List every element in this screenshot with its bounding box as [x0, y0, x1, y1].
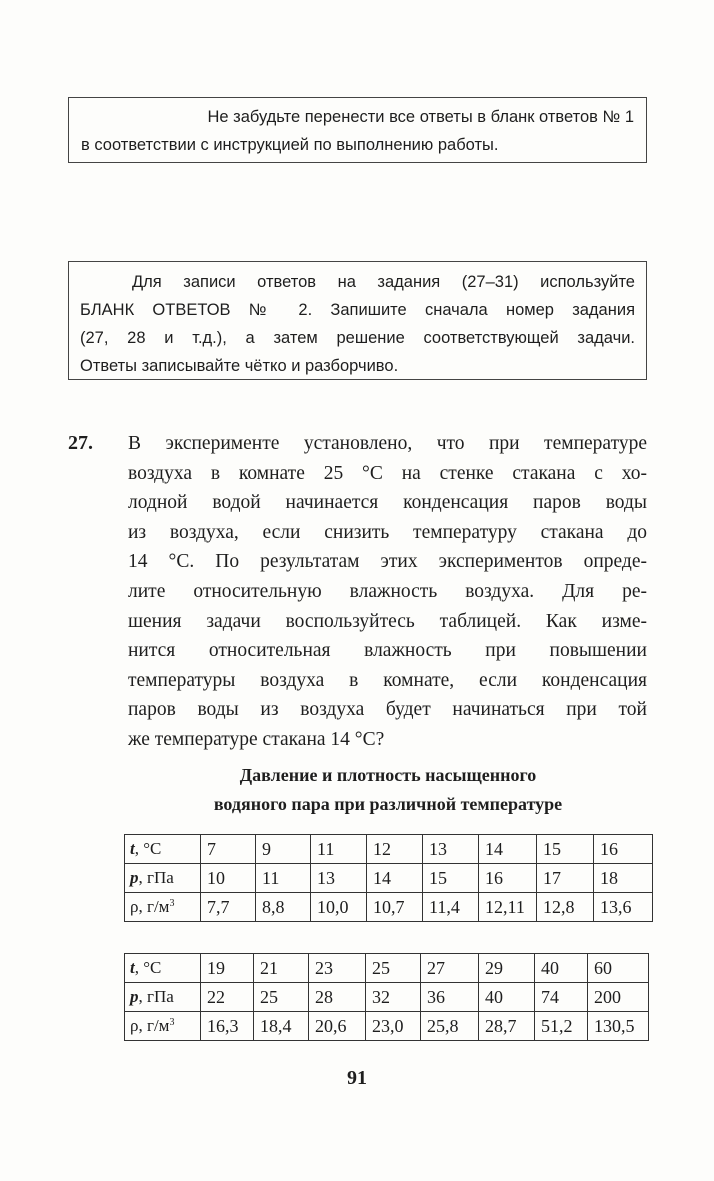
instruction-line: (27, 28 и т.д.), а затем решение соответствующей задачи. [80, 329, 635, 347]
problem-line: температуры воздуха в комнате, если конденсация [128, 669, 647, 691]
problem-text [128, 429, 647, 755]
problem-number: 27. [68, 432, 93, 454]
row-label-pressure: p, гПа [125, 864, 201, 893]
answer-form-instructions [68, 261, 647, 380]
table-cell: 40 [479, 983, 535, 1012]
table-cell: 7 [201, 835, 256, 864]
problem-line: из воздуха, если снизить температуру стакана до [128, 521, 647, 543]
table-cell: 28,7 [479, 1012, 535, 1041]
table-cell: 11,4 [423, 893, 479, 922]
problem-line: же температуре стакана 14 °С? [128, 728, 385, 750]
instruction-line: БЛАНК ОТВЕТОВ № 2. Запишите сначала номер задания [80, 301, 635, 319]
problem-line: В эксперименте установлено, что при температуре [128, 433, 647, 454]
table-cell: 22 [201, 983, 254, 1012]
table-cell: 28 [309, 983, 366, 1012]
table-cell: 40 [535, 954, 588, 983]
problem-line: лодной водой начинается конденсация паров воды [128, 492, 647, 514]
table-cell: 25 [366, 954, 421, 983]
table-cell: 18 [594, 864, 653, 893]
row-label-density: ρ, $г/м^3$ [125, 893, 201, 922]
table-row-temperature [125, 954, 649, 983]
table-cell: 130,5 [588, 1012, 649, 1041]
table-cell: 23,0 [366, 1012, 421, 1041]
table-cell: 10 [201, 864, 256, 893]
table-row-density [125, 893, 653, 922]
table-cell: 29 [479, 954, 535, 983]
instruction-line: Ответы записывайте чётко и разборчиво. [80, 357, 399, 375]
table-cell: 16 [479, 864, 537, 893]
table-cell: 21 [254, 954, 309, 983]
table-cell: 11 [256, 864, 311, 893]
table-cell: 15 [537, 835, 594, 864]
table-cell: 12,8 [537, 893, 594, 922]
problem-27 [68, 429, 647, 755]
row-label-temperature: t, °С [125, 954, 201, 983]
table-cell: 13,6 [594, 893, 653, 922]
table-caption-line: Давление и плотность насыщенного [239, 765, 537, 785]
table-cell: 51,2 [535, 1012, 588, 1041]
table-cell: 12,11 [479, 893, 537, 922]
table-row-pressure [125, 983, 649, 1012]
row-label-temperature: t, °С [125, 835, 201, 864]
table-cell: 25,8 [421, 1012, 479, 1041]
notice-line: в соответствии с инструкцией по выполнению работы. [81, 136, 499, 154]
table-cell: 10,7 [367, 893, 423, 922]
table-cell: 20,6 [309, 1012, 366, 1041]
table-cell: 13 [423, 835, 479, 864]
table-caption-line: водяного пара при различной температуре [213, 794, 563, 814]
table-cell: 32 [366, 983, 421, 1012]
problem-line: шения задачи воспользуйтесь таблицей. Как изме- [128, 610, 647, 632]
table-cell: 11 [311, 835, 367, 864]
table-cell: 18,4 [254, 1012, 309, 1041]
table-cell: 16,3 [201, 1012, 254, 1041]
problem-line: паров воды из воздуха будет начинаться при той [128, 699, 647, 721]
table-cell: 12 [367, 835, 423, 864]
table-cell: 23 [309, 954, 366, 983]
table-cell: 13 [311, 864, 367, 893]
row-label-density: ρ, $г/м^3$ [125, 1012, 201, 1041]
table-row-pressure [125, 864, 653, 893]
table-cell: 14 [367, 864, 423, 893]
vapor-table-1 [124, 834, 653, 922]
table-cell: 8,8 [256, 893, 311, 922]
row-label-pressure: p, гПа [125, 983, 201, 1012]
table-row-temperature [125, 835, 653, 864]
table-cell: 15 [423, 864, 479, 893]
problem-line: 14 °С. По результатам этих экспериментов опреде- [128, 551, 647, 573]
table-caption [68, 761, 708, 819]
problem-line: нится относительная влажность при повышении [128, 640, 647, 662]
problem-line: лите относительную влажность воздуха. Для ре- [128, 580, 647, 602]
table-cell: 60 [588, 954, 649, 983]
table-cell: 16 [594, 835, 653, 864]
table-cell: 7,7 [201, 893, 256, 922]
instruction-line: Для записи ответов на задания (27–31) используйте [132, 273, 635, 291]
table-cell: 27 [421, 954, 479, 983]
vapor-table-2 [124, 953, 649, 1041]
table-cell: 200 [588, 983, 649, 1012]
table-cell: 36 [421, 983, 479, 1012]
table-row-density [125, 1012, 649, 1041]
page-number: 91 [347, 1067, 367, 1089]
notice-line: Не забудьте перенести все ответы в бланк ответов № 1 [207, 108, 634, 126]
problem-line: воздуха в комнате 25 °С на стенке стакана с хо- [128, 462, 647, 484]
answer-transfer-notice [68, 97, 647, 163]
table-cell: 10,0 [311, 893, 367, 922]
table-cell: 74 [535, 983, 588, 1012]
table-cell: 17 [537, 864, 594, 893]
table-cell: 25 [254, 983, 309, 1012]
table-cell: 9 [256, 835, 311, 864]
table-cell: 14 [479, 835, 537, 864]
table-cell: 19 [201, 954, 254, 983]
